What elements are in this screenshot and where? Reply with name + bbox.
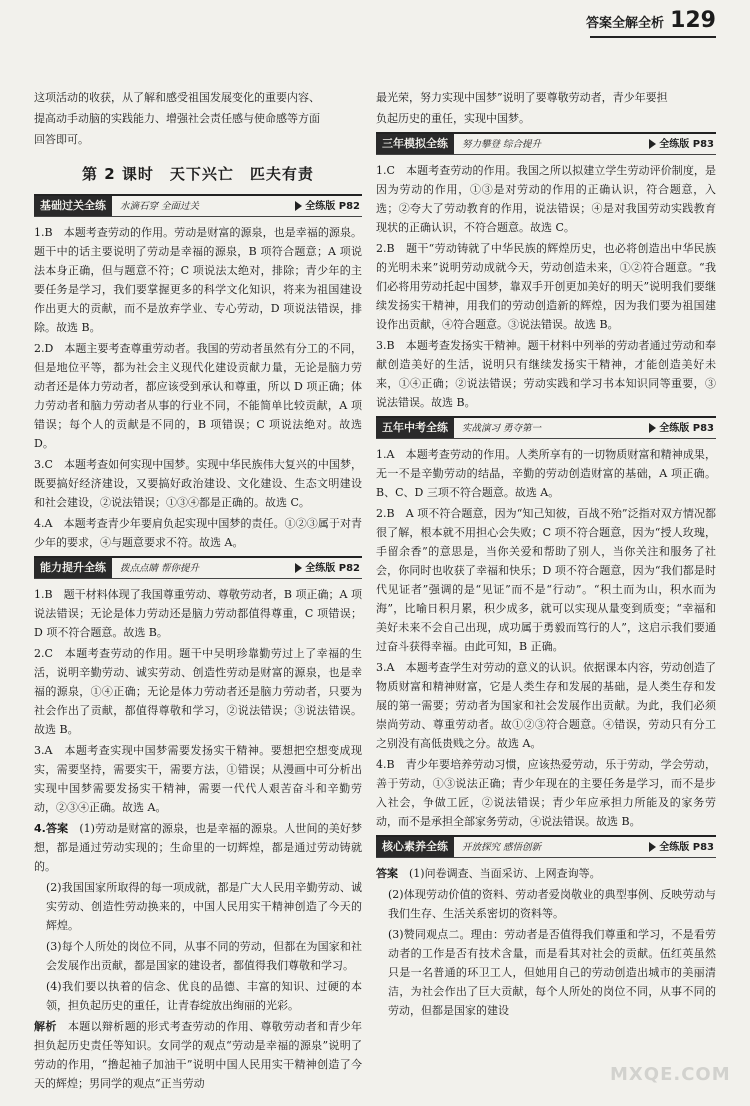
section-name: 三年模拟全练: [376, 134, 454, 154]
answer-item: 2.B 题干“劳动铸就了中华民族的辉煌历史，也必将创造出中华民族的光明未来”说明劳动成就今天，劳动创造未来，①②符合题意。“我们必将用劳动托起中国梦，靠双手开创更加美好的明天”说明我们要继续发扬实干精神，用我们的劳动创造新的辉煌，因为我们要为祖国建设作出贡献，④符合题意。③说法错误。故选 B。: [376, 242, 716, 331]
section-name: 基础过关全练: [34, 196, 112, 216]
analysis-label: 解析: [34, 1020, 57, 1033]
analysis-text: 本题以辩析题的形式考查劳动的作用、尊敬劳动者和青少年担负起历史责任等知识。女同学的观点“劳动是幸福的源泉”说明了劳动的作用，“撸起袖子加油干”说明中国人民用实干精神创造了今天的辉煌；男同学的观点“正当劳动: [34, 1020, 363, 1090]
section-subtitle: 开放探究 感悟创新: [462, 841, 542, 853]
section-ref-text: 全练版 P83: [659, 422, 714, 434]
answer-item: 3.A 本题考查学生对劳动的意义的认识。依据课本内容，劳动创造了物质财富和精神财富，它是人类生存和发展的基础，是人类生存和发展的第一需要；劳动者为国家和社会发展作出贡献。为此，我们必须崇尚劳动、尊重劳动者。故①②③符合题意。④错误，劳动只有分工之别没有高低贵贱之分。故选 A。: [376, 661, 716, 750]
triangle-icon: [649, 423, 656, 433]
section-ref-text: 全练版 P83: [659, 841, 714, 853]
answer-item: 1.B 题干材料体现了我国尊重劳动、尊敬劳动者，B 项正确；A 项说法错误；无论是体力劳动还是脑力劳动都值得尊重，C 项错误；D 项不符合题意。故选 B。: [34, 588, 362, 639]
left-column: [34, 88, 362, 1095]
answer-item: 1.B 本题考查劳动的作用。劳动是财富的源泉，也是幸福的源泉。题干中的话主要说明了劳动是幸福的源泉，B 项符合题意；A 项说法本身正确，但与题意不符；C 项说法太绝对，排除；青少年的主要任务是学习，我们要掌握更多的科学文化知识，将来为祖国建设作出更大的贡献，而不是放弃学业、专心劳动，D 项说法错误，排除。故选 B。: [34, 226, 362, 334]
page-header: [586, 8, 716, 33]
answer-part: (2)我国国家所取得的每一项成就，都是广大人民用辛勤劳动、诚实劳动、创造性劳动换来的，中国人民用实干精神创造了今天的辉煌。: [46, 881, 362, 932]
answer-item: 2.C 本题考查劳动的作用。题干中吴明珍靠勤劳过上了幸福的生活，说明辛勤劳动、诚实劳动、创造性劳动是财富的源泉，也是幸福的源泉，①④正确；无论是体力劳动者还是脑力劳动者，只要为社会作出了贡献，都值得尊敬和学习，②说法错误；③说法错误。故选 B。: [34, 647, 362, 736]
header-divider: [590, 36, 716, 38]
section-name: 能力提升全练: [34, 558, 112, 578]
section-subtitle: 实战演习 勇夺第一: [462, 422, 542, 434]
section-band-basic: [34, 194, 362, 217]
section-ref: [649, 135, 716, 154]
answer-part: (3)赞同观点二。理由：劳动者是否值得我们尊重和学习，不是看劳动者的工作是否有技术含量，而是看其对社会的贡献。伍红英虽然只是一名普通的环卫工人，但她用自己的劳动创造出城市的美丽清洁，为社会作出了巨大贡献，每个人所处的岗位不同，从事不同的劳动，但都是国家的建设: [388, 928, 716, 1017]
answer-item: 4.A 本题考查青少年要肩负起实现中国梦的责任。①②③属于对青少年的要求，④与题意要求不符。故选 A。: [34, 517, 362, 549]
watermark-text: MXQE.COM: [610, 1064, 731, 1085]
triangle-icon: [295, 563, 302, 573]
section-ref-text: 全练版 P83: [659, 138, 714, 150]
answer-item: 1.C 本题考查劳动的作用。我国之所以拟建立学生劳动评价制度，是因为劳动的作用，①③是对劳动的作用的正确认识，符合题意，入选；②夸大了劳动教育的作用，说法错误；④是对我国劳动实践教育现状的正确认识，不符合题意。故选 C。: [376, 164, 716, 234]
triangle-icon: [649, 139, 656, 149]
section-subtitle: 水滴石穿 全面过关: [120, 200, 200, 212]
intro-line: 提高动手动脑的实践能力、增强社会责任感与使命感等方面: [34, 112, 320, 125]
answer-item: 3.C 本题考查如何实现中国梦。实现中华民族伟大复兴的中国梦，既要搞好经济建设，又要搞好政治建设、文化建设、生态文明建设和社会建设，②说法错误；①③④都是正确的。故选 C。: [34, 458, 362, 509]
triangle-icon: [295, 201, 302, 211]
page-number: 129: [670, 8, 716, 33]
intro-line: 回答即可。: [34, 133, 89, 146]
answer-item-4: [34, 819, 362, 876]
answer-item-core: [376, 864, 716, 883]
answer-part: (3)每个人所处的岗位不同，从事不同的劳动，但都在为国家和社会发展作出贡献，都是国家的建设者，都值得我们尊敬和学习。: [46, 940, 362, 972]
right-column: [376, 88, 716, 1022]
answer-item: 2.B A 项不符合题意，因为“知己知彼，百战不殆”泛指对双方情况都很了解，根本就不用担心会失败；C 项不符合题意，因为“授人玫瑰，手留余香”的意思是，当你关爱和帮助了别人，当你关注和服务了社会，你同时也收获了幸福和快乐；D 项不符合题意，因为“我们都是时代见证者”强调的是“见证”而不是“行动”。“积土而为山，积水而为海”，比喻日积月累，积少成多，就可以实现从量变到质变；“幸福和美好未来不会自己出现，成功属于勇毅而笃行的人”，这启示我们要通过奋斗获得幸福。由此可知，B 正确。: [376, 507, 716, 653]
lesson-title: 第 2 课时 天下兴亡 匹夫有责: [82, 165, 314, 183]
answer-item: 4.B 青少年要培养劳动习惯，应该热爱劳动，乐于劳动，学会劳动，善于劳动，①③说法正确；青少年现在的主要任务是学习，而不是步入社会，争做工匠，②说法错误；青少年应承担力所能及的家务劳动，而不是承担全部家务劳动，④说法错误。故选 B。: [376, 758, 716, 828]
section-name: 核心素养全练: [376, 837, 454, 857]
section-ref: [649, 419, 716, 438]
intro-line: 负起历史的重任，实现中国梦。: [376, 112, 530, 125]
answer-label: 答案: [376, 867, 398, 880]
section-band-five-year: [376, 416, 716, 439]
answer-item: 2.D 本题主要考查尊重劳动者。我国的劳动者虽然有分工的不同，但是地位平等，都为社会主义现代化建设贡献力量，无论是脑力劳动者还是体力劳动者，都应该受到承认和尊重，所以 D 项正确；体力劳动者和脑力劳动者从事的行业不同，不能简单比较贡献，A 项错误；每个人的贡献是不同的，B 项错误；C 项说法绝对。故选 D。: [34, 342, 362, 450]
header-title: 答案全解全析: [586, 16, 665, 31]
answer-part: (2)体现劳动价值的资料、劳动者爱岗敬业的典型事例、反映劳动与我们生存、生活关系密切的资料等。: [388, 888, 716, 920]
intro-line: 这项活动的收获，从了解和感受祖国发展变化的重要内容、: [34, 91, 320, 104]
intro-line: 最光荣，努力实现中国梦”说明了要尊敬劳动者，青少年要担: [376, 91, 668, 104]
answer-item: 1.A 本题考查劳动的作用。人类所享有的一切物质财富和精神成果，无一不是辛勤劳动的结晶，辛勤的劳动创造财富的基础，A 项正确。B、C、D 三项不符合题意。故选 A。: [376, 448, 716, 499]
answer-part: (1)问卷调查、当面采访、上网查询等。: [409, 867, 601, 880]
section-name: 五年中考全练: [376, 418, 454, 438]
section-band-three-year: [376, 132, 716, 155]
answer-item: 3.B 本题考查发扬实干精神。题干材料中列举的劳动者通过劳动和奉献创造美好的生活，说明只有继续发扬实干精神，才能创造美好未来，①④正确；②说法错误；劳动实践和学习书本知识同等重要，③说法错误。故选 B。: [376, 339, 716, 409]
analysis: [34, 1017, 362, 1093]
section-ref: [295, 197, 362, 216]
section-subtitle: 拨点点睛 帮你提升: [120, 562, 200, 574]
watermark-logo: [610, 1064, 740, 1100]
section-ref-text: 全练版 P82: [305, 200, 360, 212]
section-band-core: [376, 835, 716, 858]
section-band-ability: [34, 556, 362, 579]
triangle-icon: [649, 842, 656, 852]
answer-label: 4.答案: [34, 822, 69, 835]
answer-part: (1)劳动是财富的源泉，也是幸福的源泉。人世间的美好梦想，都是通过劳动实现的；生命里的一切辉煌，都是通过劳动铸就的。: [34, 822, 362, 873]
section-ref: [649, 838, 716, 857]
section-ref: [295, 559, 362, 578]
section-subtitle: 努力攀登 综合提升: [462, 138, 542, 150]
answer-part: (4)我们要以执着的信念、优良的品德、丰富的知识、过硬的本领，担负起历史的重任，让青春绽放出绚丽的光彩。: [46, 980, 362, 1012]
section-ref-text: 全练版 P82: [305, 562, 360, 574]
answer-item: 3.A 本题考查实现中国梦需要发扬实干精神。要想把空想变成现实，需要坚持，需要实干，需要方法，①错误；从漫画中可分析出实现中国梦需要发扬实干精神，需要一代代人艰苦奋斗和辛勤劳动，②③④正确。故选 A。: [34, 744, 362, 814]
